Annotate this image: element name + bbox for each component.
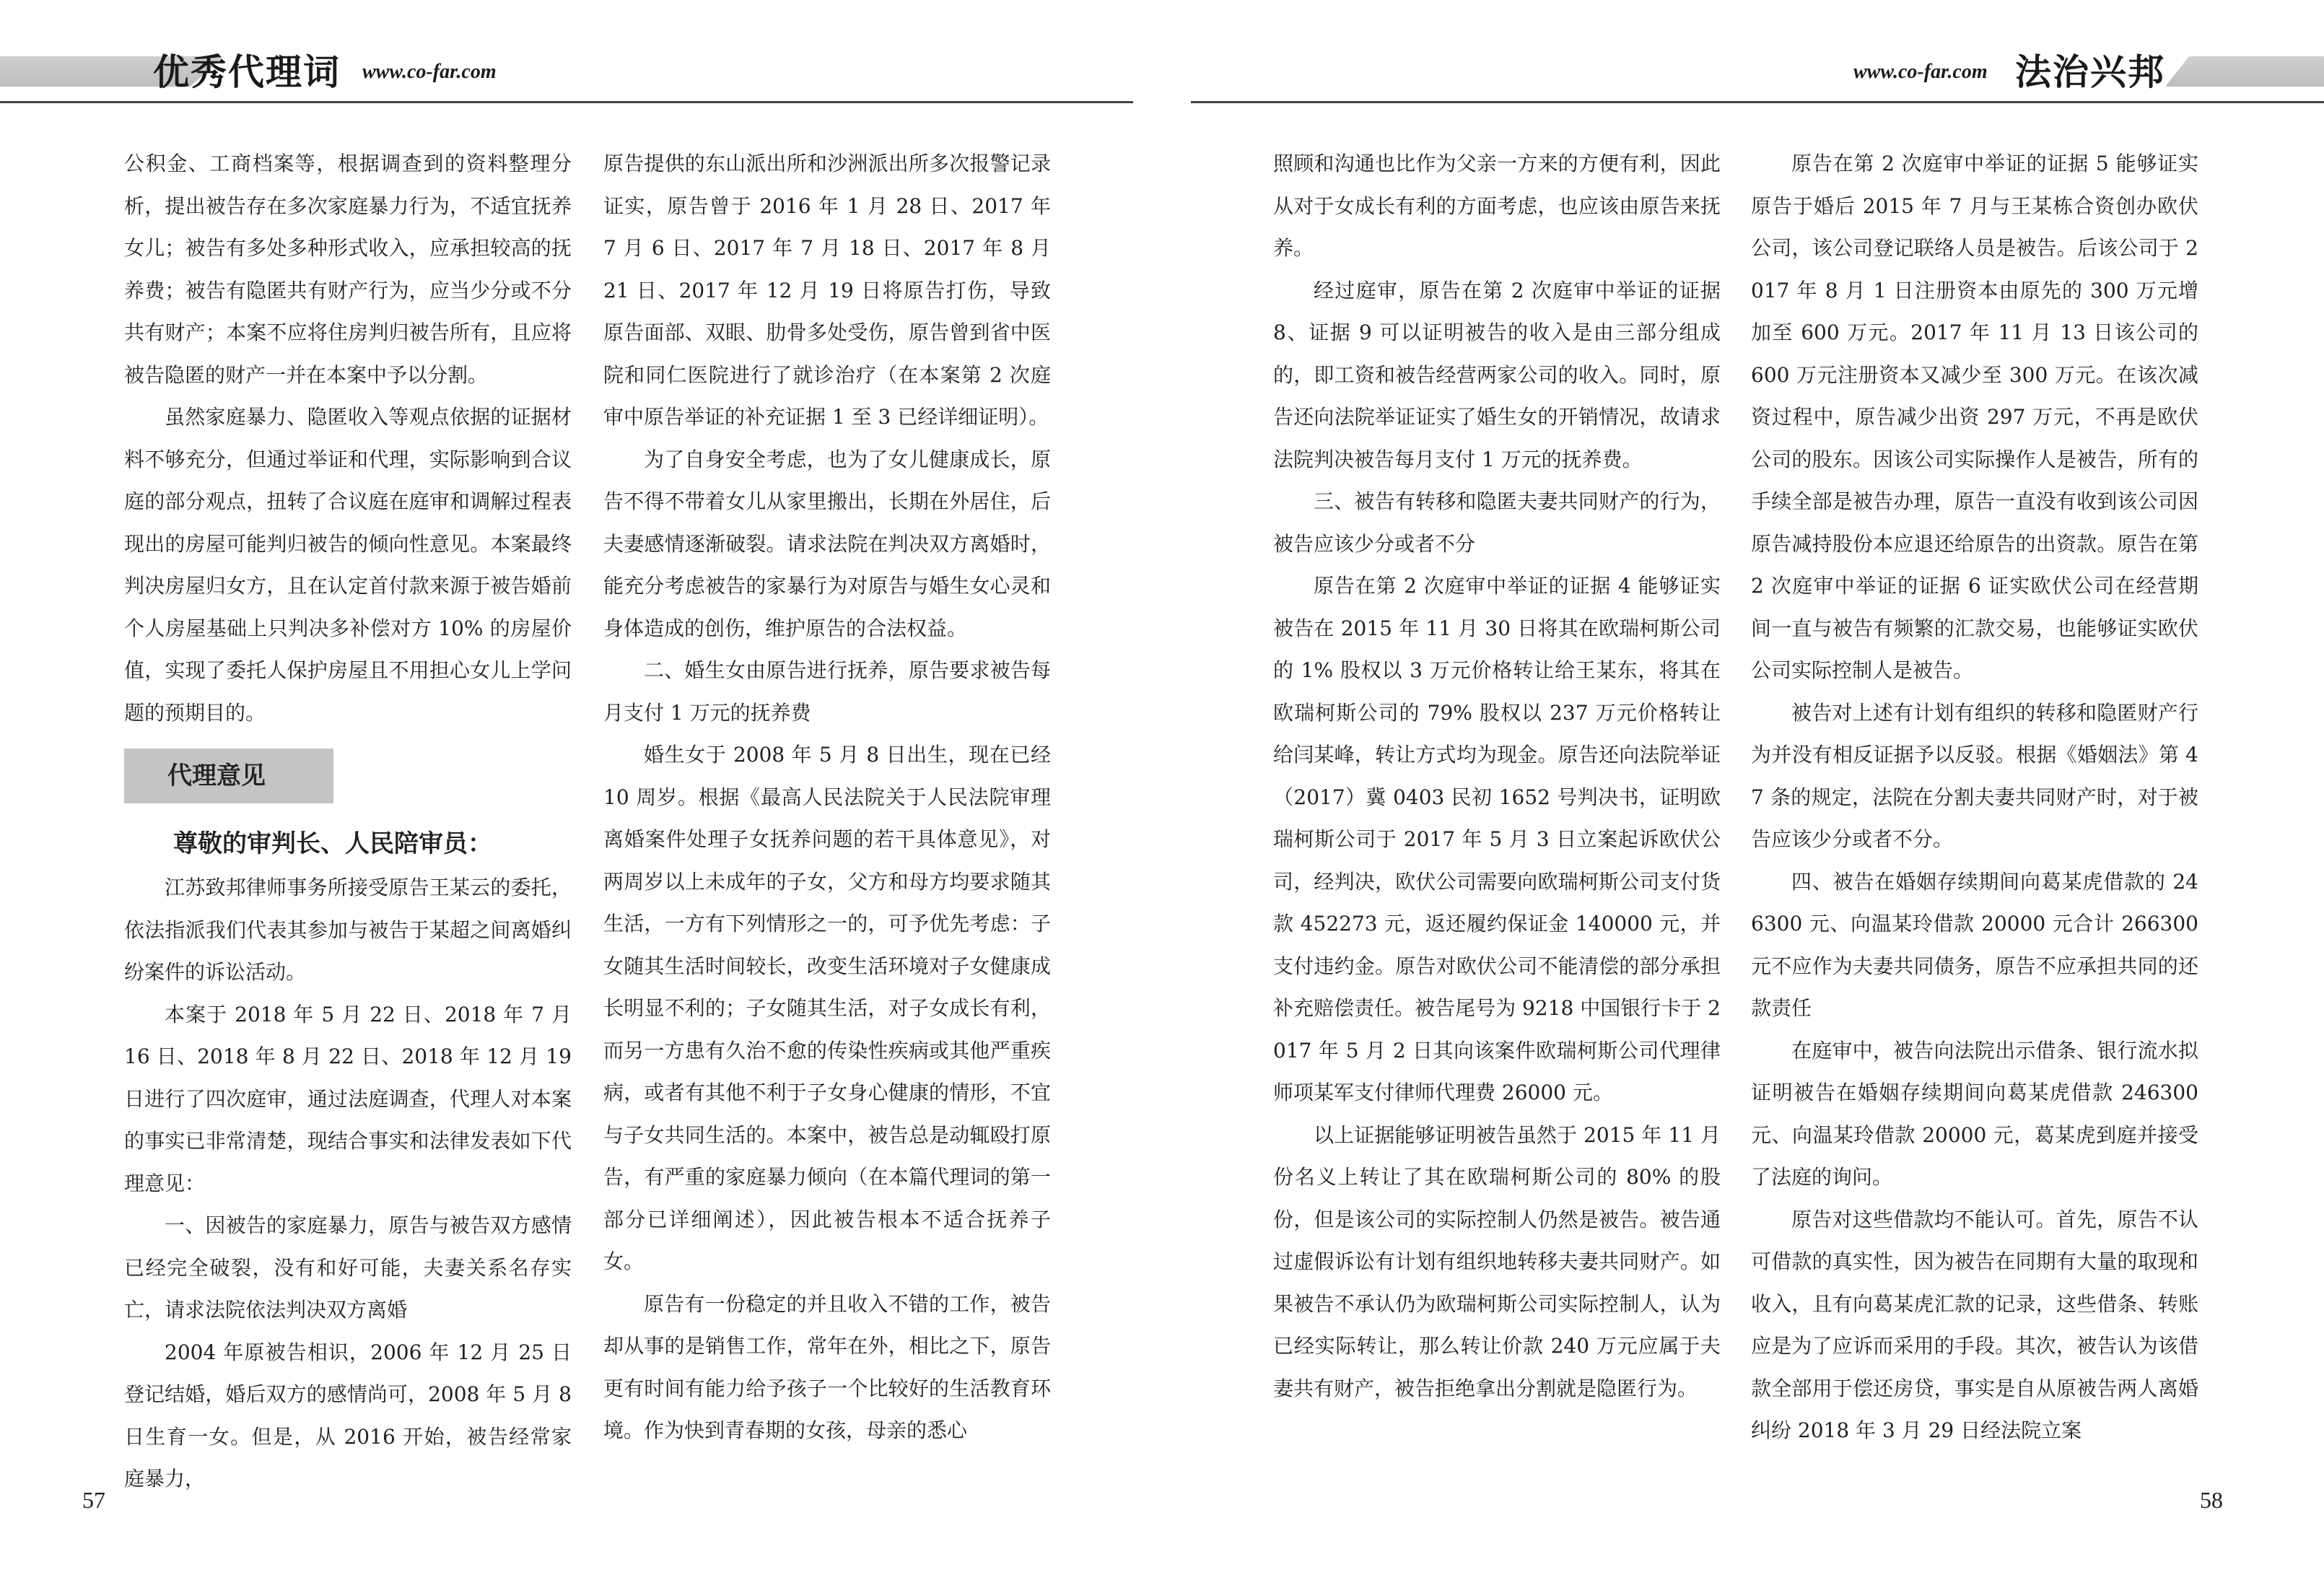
paragraph: 为了自身安全考虑，也为了女儿健康成长，原告不得不带着女儿从家里搬出，长期在外居住，后夫妻感情逐渐破裂。请求法院在判决双方离婚时，能充分考虑被告的家暴行为对原告与婚生女心灵和身体造成的创伤，维护原告的合法权益。 [603,447,1051,640]
paragraph: 婚生女于 2008 年 5 月 8 日出生，现在已经 10 周岁。根据《最高人民法院关于人民法院审理离婚案件处理子女抚养问题的若干具体意见》，对两周岁以上未成年的子女，父方和母方均要求随其生活，一方有下列情形之一的，可予优先考虑：子女随其生活时间较长，改变生活环境对子女健康成长明显不利的；子女随其生活，对子女成长有利，而另一方患有久治不愈的传染性疾病或其他严重疾病，或者有其他不利于子女身心健康的情形，不宜与子女共同生活的。本案中，被告总是动辄殴打原告，有严重的家庭暴力倾向（在本篇代理词的第一部分已详细阐述），因此被告根本不适合抚养子女。 [603,743,1051,1273]
paragraph: 公积金、工商档案等，根据调查到的资料整理分析，提出被告存在多次家庭暴力行为，不适宜抚养女儿；被告有多处多种形式收入，应承担较高的抚养费；被告有隐匿共有财产行为，应当少分或不分共有财产；本案不应将住房判归被告所有，且应将被告隐匿的财产一并在本案中予以分割。 [124,152,572,387]
section-point-heading: 四、被告在婚姻存续期间向葛某虎借款的 246300 元、向温某玲借款 20000 元合计 266300 元不应作为夫妻共同债务，原告不应承担共同的还款责任 [1751,869,2198,1020]
paragraph: 被告对上述有计划有组织的转移和隐匿财产行为并没有相反证据予以反驳。根据《婚姻法》第 47 条的规定，法院在分割夫妻共同财产时，对于被告应该少分或者不分。 [1751,700,2198,851]
header-url-right[interactable]: www.co-far.com [1853,61,1988,83]
column-3 [1273,143,1721,1410]
paragraph: 照顾和沟通也比作为父亲一方来的方便有利，因此从对于女成长有利的方面考虑，也应该由原告来抚养。 [1273,152,1721,260]
column-2 [603,143,1051,1452]
column-4 [1751,143,2198,1452]
magazine-section-title-right: 法治兴邦 [2015,51,2165,93]
paragraph: 本案于 2018 年 5 月 22 日、2018 年 7 月 16 日、2018 年 8 月 22 日、2018 年 12 月 19 日进行了四次庭审，通过法庭调查，代理人对本案的事实已非常清楚，现结合事实和法律发表如下代理意见： [124,1002,572,1195]
paragraph: 在庭审中，被告向法院出示借条、银行流水拟证明被告在婚姻存续期间向葛某虎借款 246300 元、向温某玲借款 20000 元，葛某虎到庭并接受了法庭的询问。 [1751,1038,2198,1189]
header-rule-left [0,101,1133,103]
page-number-right: 58 [2200,1487,2223,1513]
paragraph: 以上证据能够证明被告虽然于 2015 年 11 月份名义上转让了其在欧瑞柯斯公司的 80% 的股份，但是该公司的实际控制人仍然是被告。被告通过虚假诉讼有计划有组织地转移夫妻共同财产。如果被告不承认仍为欧瑞柯斯公司实际控制人，认为已经实际转让，那么转让价款 240 万元应属于夫妻共有财产，被告拒绝拿出分割就是隐匿行为。 [1273,1122,1721,1400]
section-point-heading: 二、婚生女由原告进行抚养，原告要求被告每月支付 1 万元的抚养费 [603,658,1051,725]
magazine-section-title-left: 优秀代理词 [153,51,341,93]
column-1 [124,143,572,1501]
paragraph: 原告对这些借款均不能认可。首先，原告不认可借款的真实性，因为被告在同期有大量的取现和收入，且有向葛某虎汇款的记录，这些借条、转账应是为了应诉而采用的手段。其次，被告认为该借款全部用于偿还房贷，事实是自从原被告两人离婚纠纷 2018 年 3 月 29 日经法院立案 [1751,1207,2198,1442]
section-point-heading: 三、被告有转移和隐匿夫妻共同财产的行为，被告应该少分或者不分 [1273,489,1721,556]
paragraph: 经过庭审，原告在第 2 次庭审中举证的证据 8、证据 9 可以证明被告的收入是由三部分组成的，即工资和被告经营两家公司的收入。同时，原告还向法院举证证实了婚生女的开销情况，故请求法院判决被告每月支付 1 万元的抚养费。 [1273,278,1721,471]
salutation: 尊敬的审判长、人民陪审员： [173,829,492,858]
paragraph: 虽然家庭暴力、隐匿收入等观点依据的证据材料不够充分，但通过举证和代理，实际影响到合议庭的部分观点，扭转了合议庭在庭审和调解过程表现出的房屋可能判归被告的倾向性意见。本案最终判决房屋归女方，且在认定首付款来源于被告婚前个人房屋基础上只判决多补偿对方 10% 的房屋价值，实现了委托人保护房屋且不用担心女儿上学问题的预期目的。 [124,405,572,725]
header-decor-right [2165,56,2324,87]
section-heading: 代理意见 [124,749,333,803]
section-point-heading: 一、因被告的家庭暴力，原告与被告双方感情已经完全破裂，没有和好可能，夫妻关系名存实亡，请求法院依法判决双方离婚 [124,1213,572,1322]
paragraph: 江苏致邦律师事务所接受原告王某云的委托，依法指派我们代表其参加与被告于某超之间离婚纠纷案件的诉讼活动。 [124,876,572,984]
paragraph: 原告在第 2 次庭审中举证的证据 4 能够证实被告在 2015 年 11 月 30 日将其在欧瑞柯斯公司的 1% 股权以 3 万元价格转让给王某东，将其在欧瑞柯斯公司的 79% 股权以 237 万元价格转让给闫某峰，转让方式均为现金。原告还向法院举证（2017）冀 0403 民初 1652 号判决书，证明欧瑞柯斯公司于 2017 年 5 月 3 日立案起诉欧伏公司，经判决，欧伏公司需要向欧瑞柯斯公司支付货款 452273 元，返还履约保证金 140000 元，并支付违约金。原告对欧伏公司不能清偿的部分承担补充赔偿责任。被告尾号为 9218 中国银行卡于 2017 年 5 月 2 日其向该案件欧瑞柯斯公司代理律师项某军支付律师代理费 26000 元。 [1273,574,1721,1104]
header-url-left[interactable]: www.co-far.com [362,61,497,83]
header-rule-right [1191,101,2324,103]
paragraph: 原告有一份稳定的并且收入不错的工作，被告却从事的是销售工作，常年在外，相比之下，原告更有时间有能力给予孩子一个比较好的生活教育环境。作为快到青春期的女孩，母亲的悉心 [603,1291,1051,1442]
page-number-left: 57 [82,1487,105,1513]
paragraph: 原告在第 2 次庭审中举证的证据 5 能够证实原告于婚后 2015 年 7 月与王某栋合资创办欧伏公司，该公司登记联络人员是被告。后该公司于 2017 年 8 月 1 日注册资本由原先的 300 万元增加至 600 万元。2017 年 11 月 13 日该公司的 600 万元注册资本又减少至 300 万元。在该次减资过程中，原告减少出资 297 万元，不再是欧伏公司的股东。因该公司实际操作人是被告，所有的手续全部是被告办理，原告一直没有收到该公司因原告减持股份本应退还给原告的出资款。原告在第 2 次庭审中举证的证据 6 证实欧伏公司在经营期间一直与被告有频繁的汇款交易，也能够证实欧伏公司实际控制人是被告。 [1751,152,2198,682]
paragraph: 原告提供的东山派出所和沙洲派出所多次报警记录证实，原告曾于 2016 年 1 月 28 日、2017 年 7 月 6 日、2017 年 7 月 18 日、2017 年 8 月 21 日、2017 年 12 月 19 日将原告打伤，导致原告面部、双眼、肋骨多处受伤，原告曾到省中医院和同仁医院进行了就诊治疗（在本案第 2 次庭审中原告举证的补充证据 1 至 3 已经详细证明）。 [603,152,1051,429]
paragraph: 2004 年原被告相识，2006 年 12 月 25 日登记结婚，婚后双方的感情尚可，2008 年 5 月 8 日生育一女。但是，从 2016 开始，被告经常家庭暴力， [124,1340,572,1491]
